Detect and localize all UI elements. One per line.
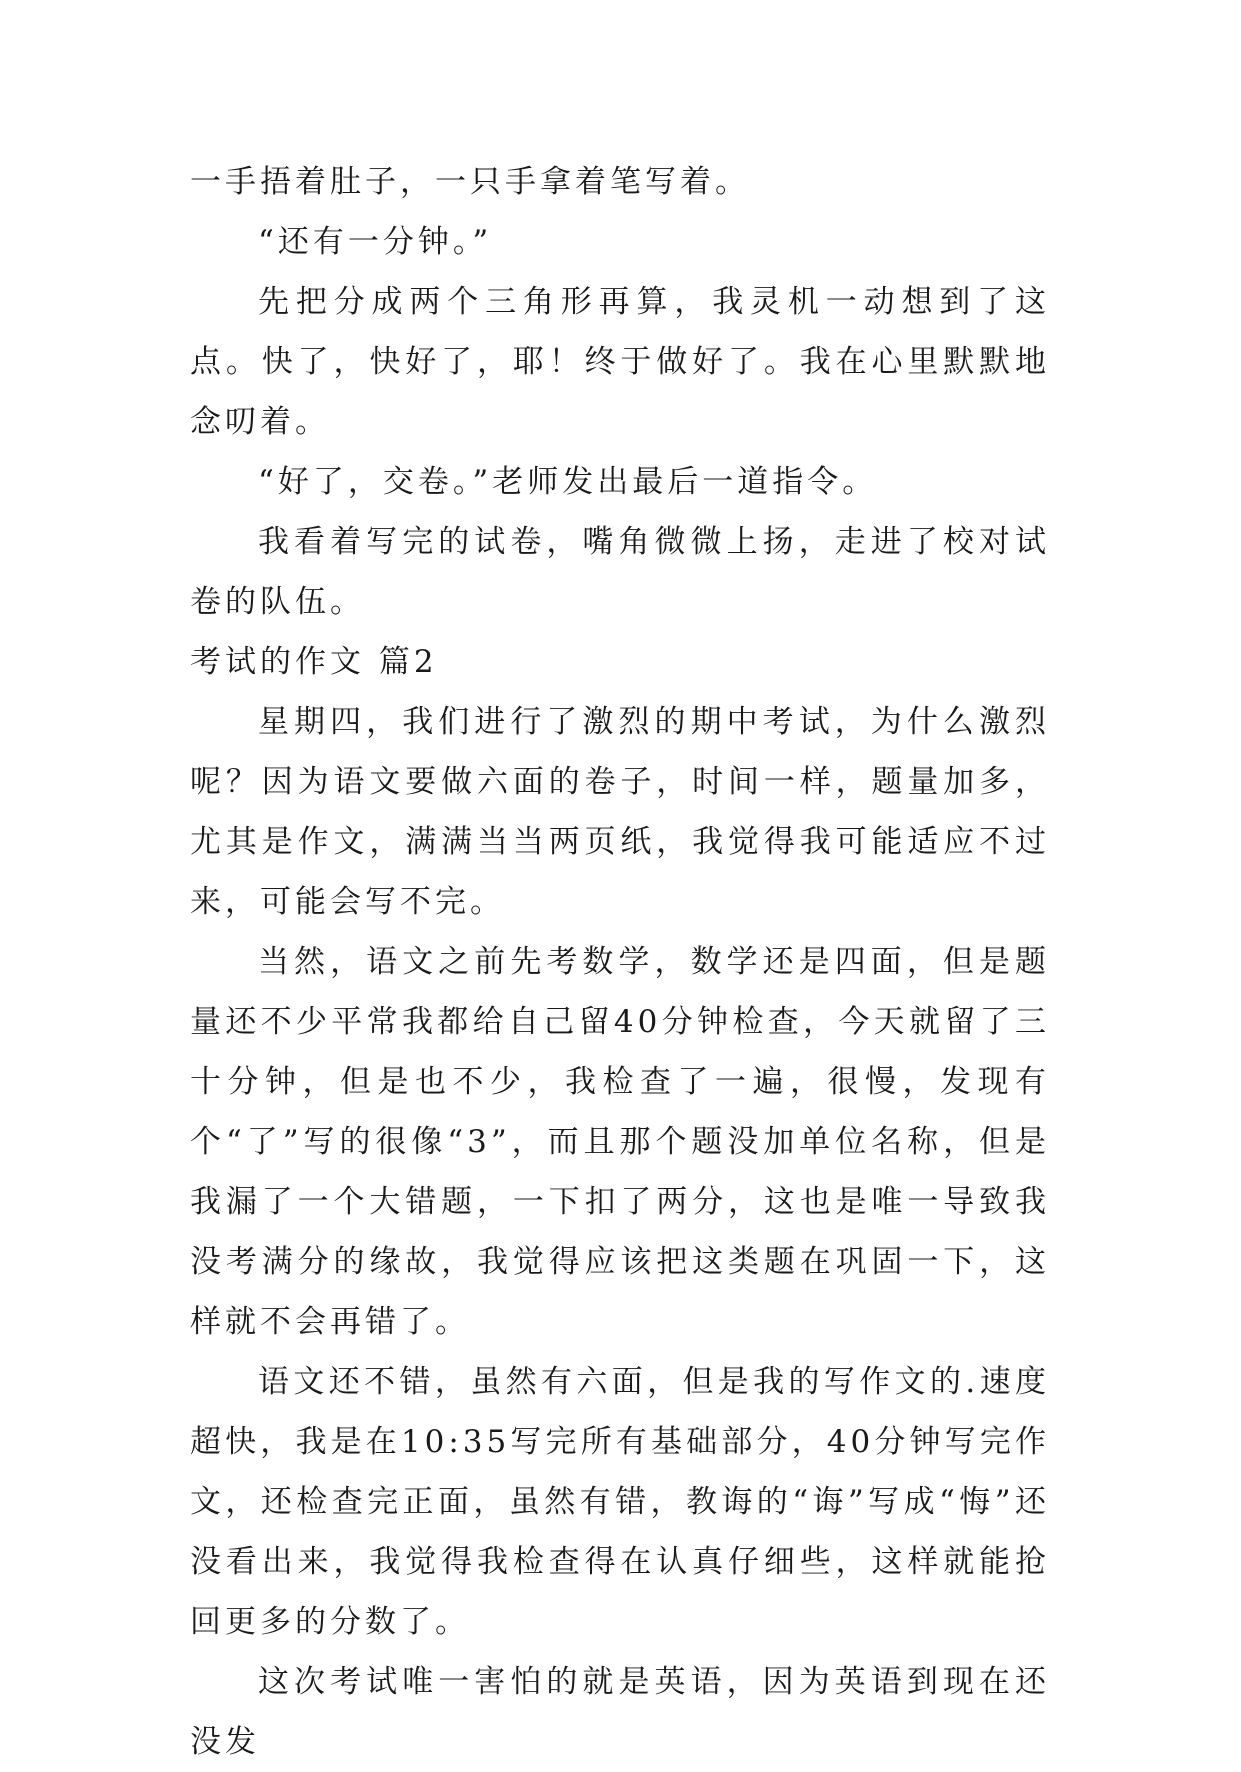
paragraph-english-exam: 这次考试唯一害怕的就是英语，因为英语到现在还没发 — [190, 1664, 1050, 1760]
paragraph-proofreading-queue: 我看着写完的试卷，嘴角微微上扬，走进了校对试卷的队伍。 — [190, 524, 1050, 620]
paragraph-midterm-exam: 星期四，我们进行了激烈的期中考试，为什么激烈呢？因为语文要做六面的卷子，时间一样，题量加多，尤其是作文，满满当当两页纸，我觉得我可能适应不过来，可能会写不完。 — [190, 704, 1050, 920]
paragraph-dialogue-hand-in: “好了，交卷。”老师发出最后一道指令。 — [258, 464, 878, 500]
document-body — [190, 152, 1050, 1772]
paragraph-chinese-exam: 语文还不错，虽然有六面，但是我的写作文的.速度超快，我是在10:35写完所有基础部分，40分钟写完作文，还检查完正面，虽然有错，教诲的“诲”写成“悔”还没看出来，我觉得我检查得在认真仔细些，这样就能抢回更多的分数了。 — [190, 1364, 1050, 1640]
section-heading: 考试的作文 篇2 — [190, 644, 438, 680]
paragraph-dialogue-one-minute: “还有一分钟。” — [258, 224, 493, 260]
paragraph-triangle-idea: 先把分成两个三角形再算，我灵机一动想到了这点。快了，快好了，耶！终于做好了。我在心里默默地念叨着。 — [190, 284, 1050, 440]
paragraph-math-exam: 当然，语文之前先考数学，数学还是四面，但是题量还不少平常我都给自己留40分钟检查，今天就留了三十分钟，但是也不少，我检查了一遍，很慢，发现有个“了”写的很像“3”，而且那个题没加单位名称，但是我漏了一个大错题，一下扣了两分，这也是唯一导致我没考满分的缘故，我觉得应该把这类题在巩固一下，这样就不会再错了。 — [190, 944, 1050, 1340]
paragraph-continuation: 一手捂着肚子，一只手拿着笔写着。 — [190, 164, 750, 200]
